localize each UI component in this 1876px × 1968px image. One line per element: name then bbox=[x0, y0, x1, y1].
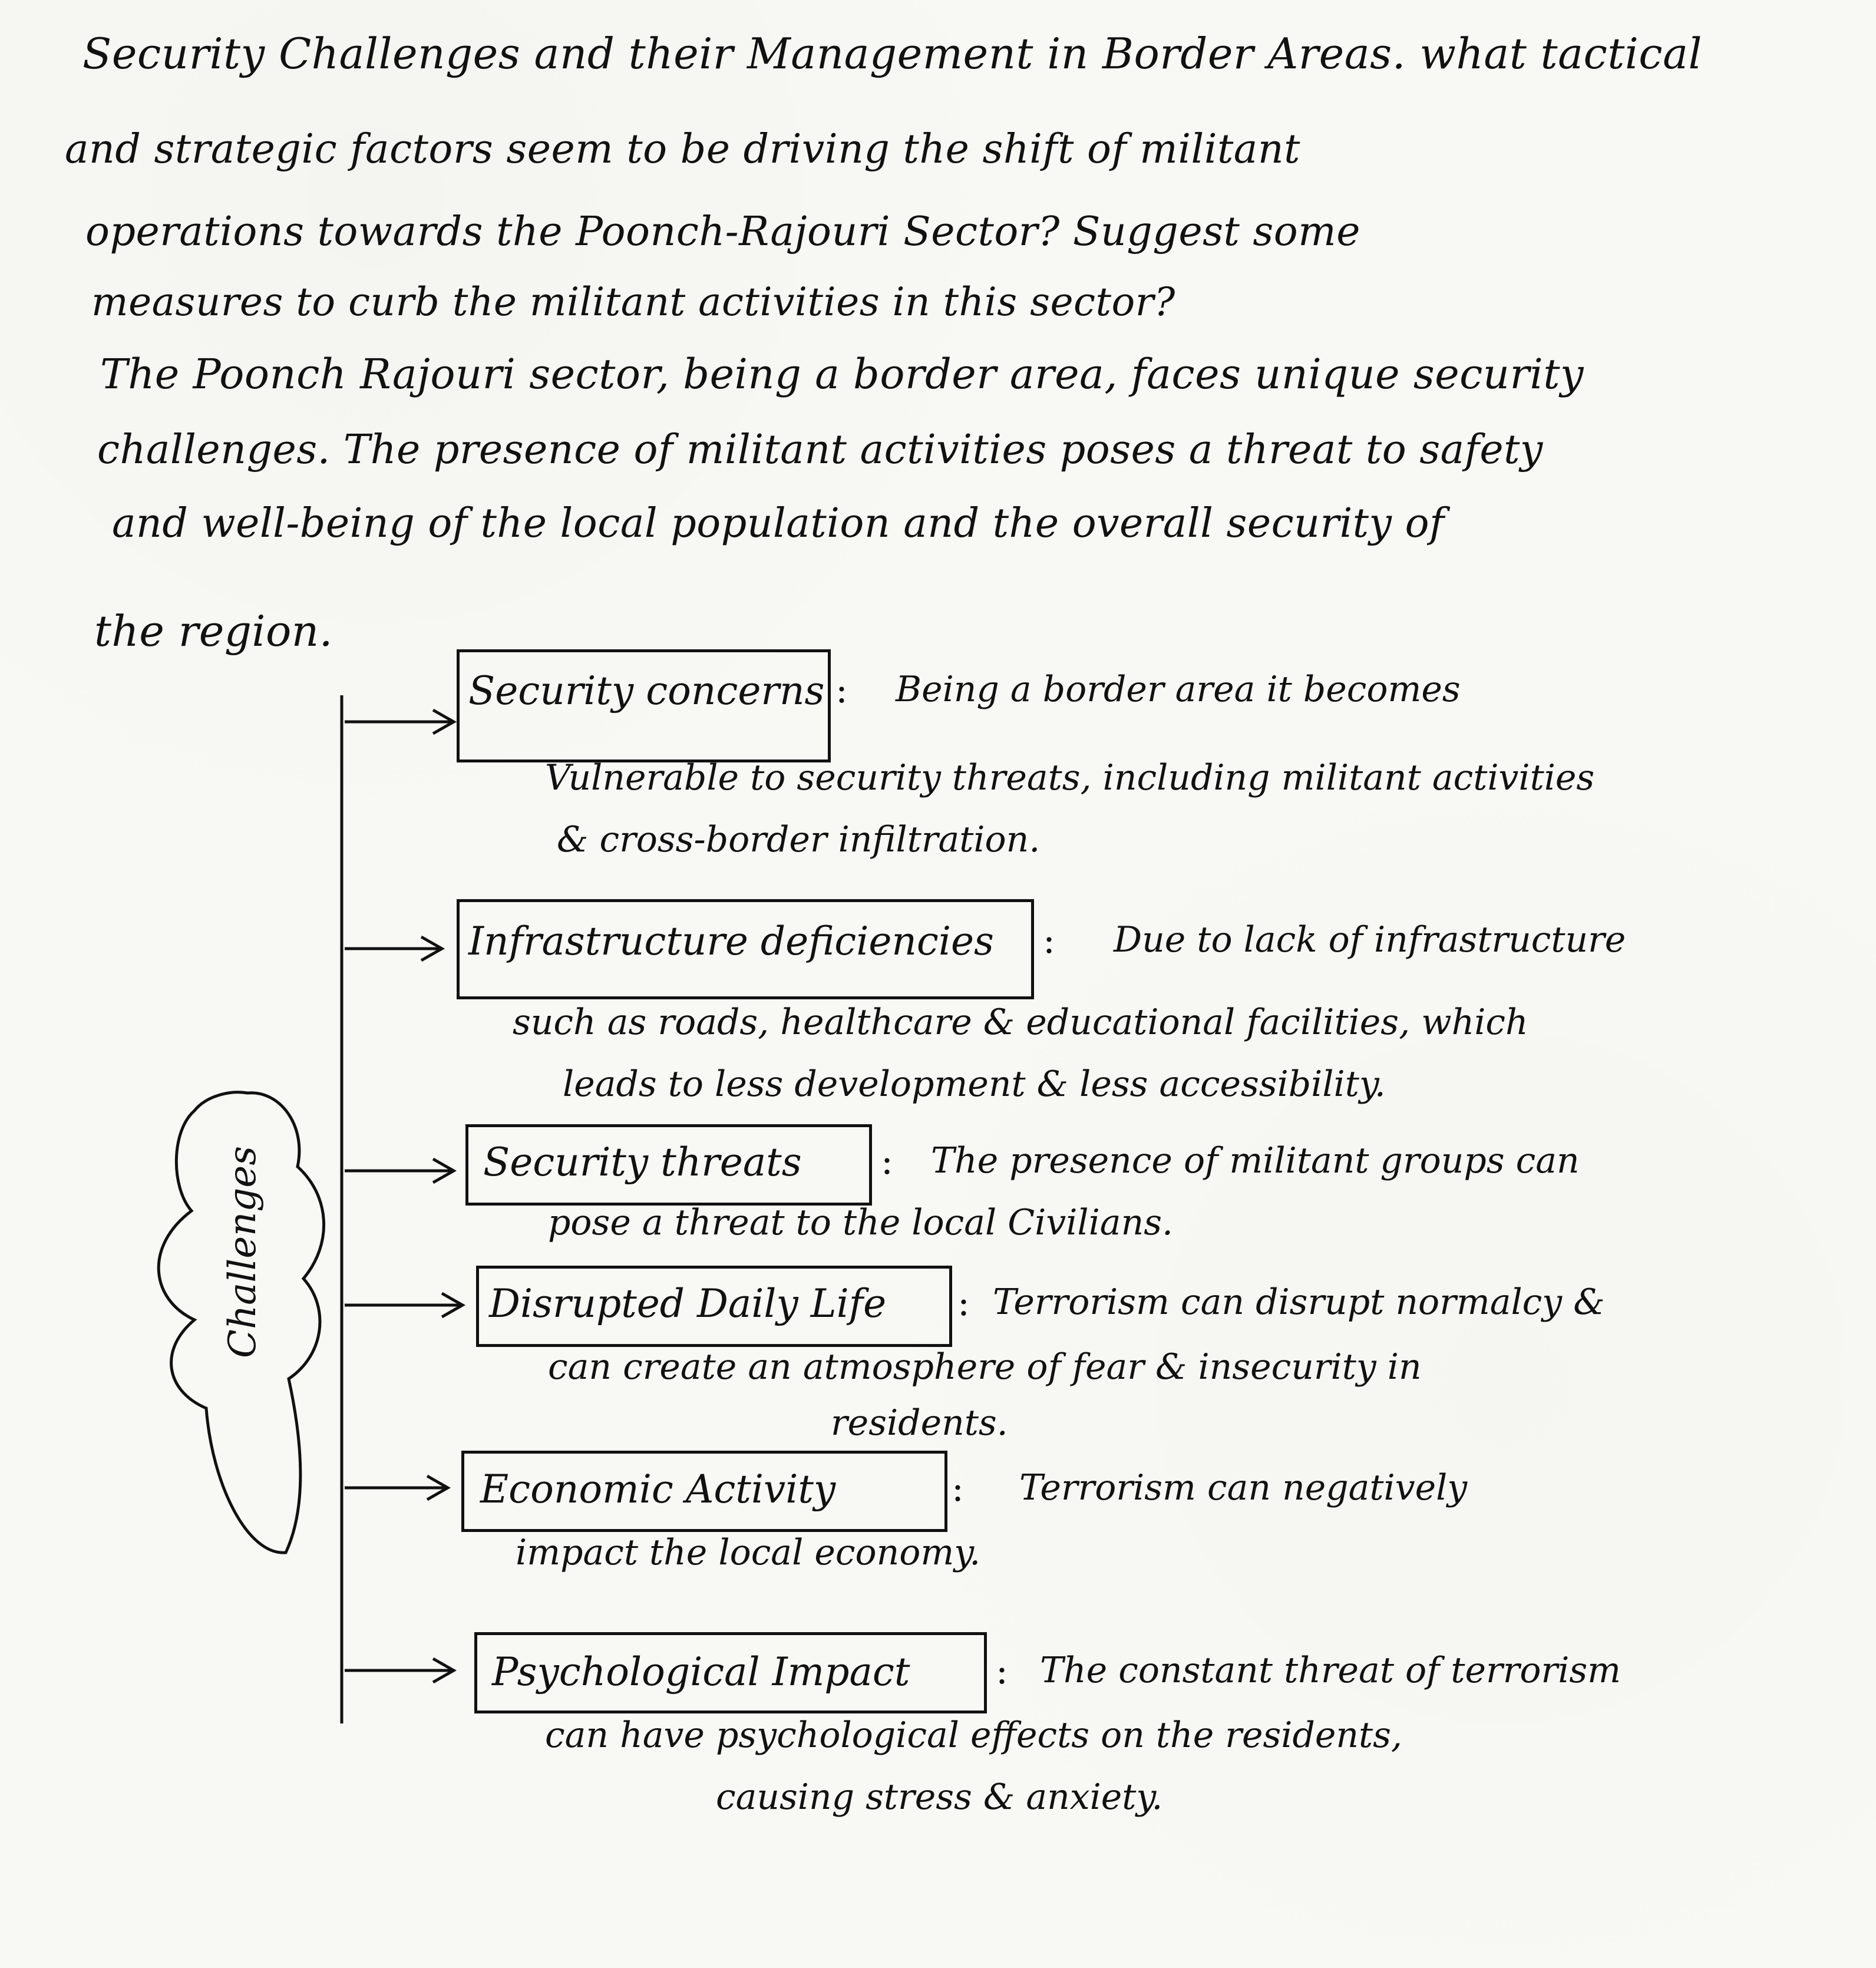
psychological-impact-line-3: causing stress & anxiety. bbox=[716, 1777, 1163, 1818]
question-line-2: and strategic factors seem to be driving the shift of militant bbox=[65, 126, 1300, 173]
disrupted-daily-life-line-1: Terrorism can disrupt normalcy & bbox=[993, 1282, 1605, 1323]
question-line-4: measures to curb the militant activities in this sector? bbox=[91, 279, 1175, 325]
answer-intro-line-2: challenges. The presence of militant activities poses a threat to safety bbox=[97, 427, 1543, 473]
disrupted-daily-life-line-2: can create an atmosphere of fear & insecurity in bbox=[548, 1346, 1422, 1388]
heading-infrastructure-deficiencies: Infrastructure deficiencies bbox=[468, 919, 994, 964]
security-threats-line-2: pose a threat to the local Civilians. bbox=[548, 1202, 1174, 1243]
arrow-disrupted-daily-life bbox=[345, 1293, 463, 1317]
infrastructure-line-3: leads to less development & less accessibility. bbox=[563, 1064, 1386, 1105]
question-line-1: Security Challenges and their Management in Border Areas. what tactical bbox=[82, 29, 1703, 78]
colon-5: : bbox=[952, 1467, 964, 1510]
psychological-impact-line-1: The constant threat of terrorism bbox=[1040, 1650, 1621, 1691]
infrastructure-line-2: such as roads, healthcare & educational facilities, which bbox=[513, 1002, 1528, 1043]
colon-4: : bbox=[957, 1281, 970, 1324]
colon-1: : bbox=[835, 668, 848, 711]
question-line-3: operations towards the Poonch-Rajouri Sector? Suggest some bbox=[85, 209, 1360, 255]
economic-activity-line-2: impact the local economy. bbox=[516, 1532, 981, 1573]
answer-intro-line-4: the region. bbox=[94, 606, 333, 656]
colon-2: : bbox=[1043, 919, 1055, 962]
disrupted-daily-life-line-3: residents. bbox=[831, 1402, 1008, 1444]
arrow-psychological-impact bbox=[345, 1659, 454, 1682]
security-concerns-line-2: Vulnerable to security threats, including militant activities bbox=[545, 757, 1595, 798]
security-threats-line-1: The presence of militant groups can bbox=[931, 1140, 1580, 1181]
central-challenges-label: Challenges bbox=[221, 1145, 265, 1358]
colon-6: : bbox=[996, 1649, 1008, 1692]
arrow-infrastructure-deficiencies bbox=[345, 937, 442, 960]
arrow-security-threats bbox=[345, 1159, 454, 1183]
security-concerns-line-1: Being a border area it becomes bbox=[896, 669, 1461, 710]
answer-intro-line-3: and well-being of the local population and the overall security of bbox=[112, 500, 1445, 547]
heading-security-concerns: Security concerns bbox=[468, 668, 825, 714]
answer-intro-line-1: The Poonch Rajouri sector, being a border area, faces unique security bbox=[100, 350, 1584, 398]
economic-activity-line-1: Terrorism can negatively bbox=[1019, 1467, 1468, 1508]
infrastructure-line-1: Due to lack of infrastructure bbox=[1114, 919, 1626, 960]
heading-psychological-impact: Psychological Impact bbox=[492, 1649, 910, 1695]
heading-economic-activity: Economic Activity bbox=[480, 1467, 836, 1512]
colon-3: : bbox=[881, 1140, 893, 1183]
arrow-security-concerns bbox=[345, 710, 454, 734]
security-concerns-line-3: & cross-border infiltration. bbox=[557, 819, 1041, 860]
heading-security-threats: Security threats bbox=[483, 1140, 802, 1185]
arrow-economic-activity bbox=[345, 1476, 448, 1500]
heading-disrupted-daily-life: Disrupted Daily Life bbox=[489, 1281, 887, 1326]
psychological-impact-line-2: can have psychological effects on the residents, bbox=[545, 1715, 1402, 1756]
